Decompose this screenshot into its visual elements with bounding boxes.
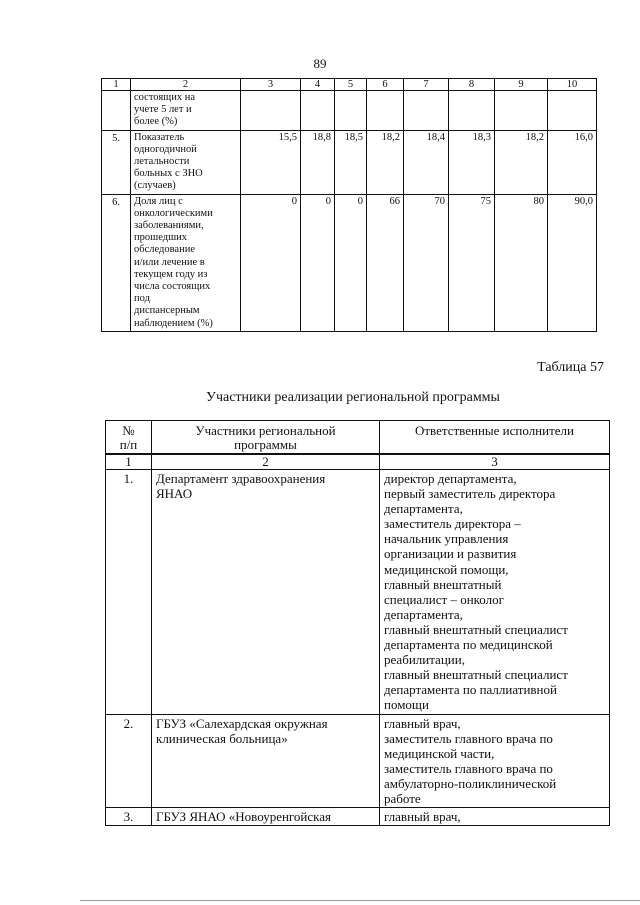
row-index: 2. xyxy=(106,714,152,808)
column-header-executors: Ответственные исполнители xyxy=(380,421,610,455)
indicator-value: 66 xyxy=(367,194,404,331)
participant-name: ГБУЗ «Салехардская окружная клиническая больница» xyxy=(152,714,380,808)
table-row xyxy=(102,194,597,331)
table1-col-number: 4 xyxy=(301,79,335,91)
table1-col-number: 1 xyxy=(102,79,131,91)
table1-col-number: 10 xyxy=(548,79,597,91)
table-cell xyxy=(301,91,335,131)
table2-column-numbers-row xyxy=(106,454,610,470)
indicator-value: 18,4 xyxy=(404,130,449,194)
table-cell xyxy=(335,91,367,131)
indicator-value: 75 xyxy=(449,194,495,331)
row-index: 6. xyxy=(102,194,131,331)
page-number: 89 xyxy=(313,56,327,71)
table-label: Таблица 57 xyxy=(537,360,604,375)
table1-col-number: 8 xyxy=(449,79,495,91)
indicator-name: состоящих на учете 5 лет и более (%) xyxy=(131,91,241,131)
column-number: 3 xyxy=(380,454,610,470)
table-row xyxy=(102,130,597,194)
executors-list: главный врач, заместитель главного врача по медицинской части, заместитель главного врача по амбулаторно-поликлинической работе xyxy=(380,714,610,808)
table-cell xyxy=(367,91,404,131)
indicator-value: 0 xyxy=(335,194,367,331)
participant-name: ГБУЗ ЯНАО «Новоуренгойская xyxy=(152,808,380,826)
indicator-value: 70 xyxy=(404,194,449,331)
indicator-value: 18,2 xyxy=(495,130,548,194)
table1-col-number: 7 xyxy=(404,79,449,91)
table1-col-number: 5 xyxy=(335,79,367,91)
table-row xyxy=(106,808,610,826)
table1-col-number: 3 xyxy=(241,79,301,91)
column-number: 2 xyxy=(152,454,380,470)
indicator-value: 18,2 xyxy=(367,130,404,194)
executors-list: главный врач, xyxy=(380,808,610,826)
indicator-value: 80 xyxy=(495,194,548,331)
indicator-value: 18,5 xyxy=(335,130,367,194)
participant-name: Департамент здравоохранения ЯНАО xyxy=(152,470,380,715)
executors-list: директор департамента, первый заместитель директора департамента, заместитель директора – начальник управления организации и развития медицинской помощи, главный внештатный специалист – онколог департамента, главный внештатный специалист департамента по медицинской реабилитации, главный внештатный специалист департамента по паллиативной помощи xyxy=(380,470,610,715)
table1-continuation-row xyxy=(102,91,597,131)
indicator-value: 16,0 xyxy=(548,130,597,194)
indicator-name: Показатель одногодичной летальности больных с ЗНО (случаев) xyxy=(131,130,241,194)
participants-table xyxy=(105,420,610,826)
table-cell xyxy=(241,91,301,131)
table-cell xyxy=(404,91,449,131)
column-number: 1 xyxy=(106,454,152,470)
page-edge-line xyxy=(80,900,640,901)
table-cell xyxy=(495,91,548,131)
table-row xyxy=(106,714,610,808)
indicator-value: 0 xyxy=(241,194,301,331)
row-index: 3. xyxy=(106,808,152,826)
indicators-table xyxy=(101,78,597,332)
table2-header-row xyxy=(106,421,610,455)
table1-col-number: 2 xyxy=(131,79,241,91)
table-cell xyxy=(449,91,495,131)
table1-col-number: 9 xyxy=(495,79,548,91)
table-title: Участники реализации региональной программы xyxy=(206,390,500,405)
indicator-value: 0 xyxy=(301,194,335,331)
table-cell xyxy=(102,91,131,131)
row-index: 1. xyxy=(106,470,152,715)
row-index: 5. xyxy=(102,130,131,194)
column-header-number: № п/п xyxy=(106,421,152,455)
indicator-value: 18,3 xyxy=(449,130,495,194)
table-cell xyxy=(548,91,597,131)
column-header-participants: Участники региональной программы xyxy=(152,421,380,455)
indicator-value: 18,8 xyxy=(301,130,335,194)
indicator-name: Доля лиц с онкологическими заболеваниями, прошедших обследование и/или лечение в текущем году из числа состоящих под диспансерным наблюдением (%) xyxy=(131,194,241,331)
table1-col-number: 6 xyxy=(367,79,404,91)
table-row xyxy=(106,470,610,715)
table1-header-row xyxy=(102,79,597,91)
indicator-value: 90,0 xyxy=(548,194,597,331)
indicator-value: 15,5 xyxy=(241,130,301,194)
